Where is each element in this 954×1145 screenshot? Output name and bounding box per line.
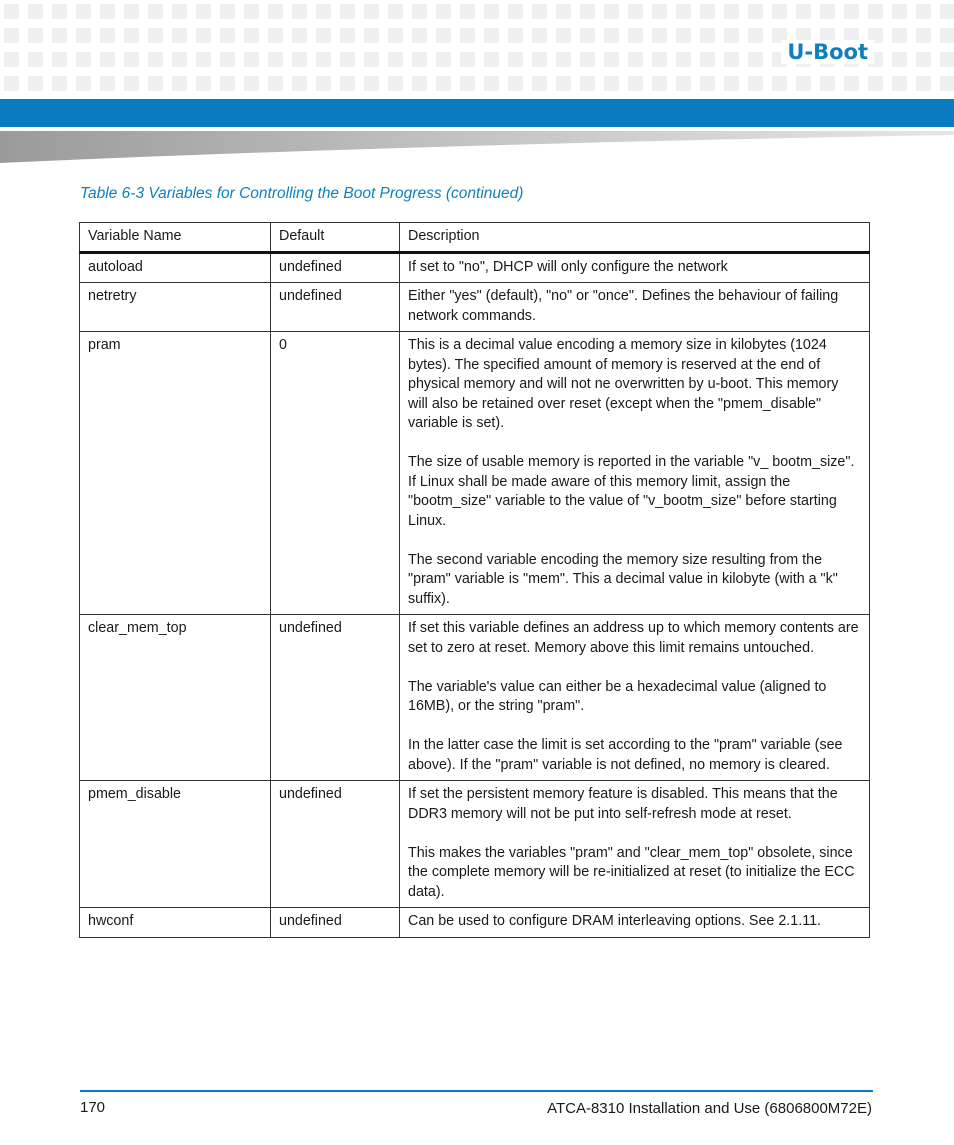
description-paragraph: Either "yes" (default), "no" or "once". Defines the behaviour of failing network commands. [408, 288, 839, 324]
header-tile [532, 28, 547, 43]
description-paragraph: Can be used to configure DRAM interleaving options. See 2.1.11. [408, 913, 822, 929]
header-tile [604, 52, 619, 67]
header-tile [916, 4, 931, 19]
description-cell [400, 283, 870, 332]
header-tile [52, 4, 67, 19]
description-cell [400, 615, 870, 781]
header-tile [580, 4, 595, 19]
header-tile [868, 76, 883, 91]
header-tile [100, 28, 115, 43]
header-tile [892, 76, 907, 91]
header-tile [388, 4, 403, 19]
header-tile [148, 76, 163, 91]
header-tile [748, 76, 763, 91]
table-row [80, 615, 870, 781]
description-paragraph: In the latter case the limit is set according to the "pram" variable (see above). If the "pram" variable is not defined, no memory is cleared. [408, 737, 843, 773]
header-tile [460, 52, 475, 67]
header-tile [196, 76, 211, 91]
header-tile [508, 28, 523, 43]
header-tile [724, 52, 739, 67]
header-tile [460, 4, 475, 19]
header-tile [748, 52, 763, 67]
header-tile [124, 4, 139, 19]
header-tile [820, 76, 835, 91]
header-tile [580, 28, 595, 43]
header-tile [412, 4, 427, 19]
header-tile [460, 28, 475, 43]
table-row [80, 332, 870, 615]
header-tile [772, 76, 787, 91]
page-number: 170 [80, 1099, 106, 1116]
header-tile [556, 28, 571, 43]
header-tile [148, 28, 163, 43]
header-tile [172, 4, 187, 19]
header-tile [196, 52, 211, 67]
header-tile [364, 76, 379, 91]
column-header-description: Description [400, 223, 870, 253]
description-cell [400, 781, 870, 908]
header-tile [76, 52, 91, 67]
header-tile [196, 28, 211, 43]
variable-name-cell: clear_mem_top [80, 615, 271, 781]
header-tile [388, 28, 403, 43]
header-tile [316, 4, 331, 19]
header-tile [484, 76, 499, 91]
header-tile [4, 28, 19, 43]
header-tile [676, 4, 691, 19]
header-tile [244, 52, 259, 67]
header-tile [76, 4, 91, 19]
description-paragraph: If set the persistent memory feature is disabled. This means that the DDR3 memory will not be put into self-refresh mode at reset. [408, 786, 838, 822]
header-tile [700, 52, 715, 67]
header-tile [100, 76, 115, 91]
table-row [80, 908, 870, 938]
header-tile [4, 4, 19, 19]
variable-name-cell: pmem_disable [80, 781, 271, 908]
header-tile [796, 76, 811, 91]
header-tile [532, 4, 547, 19]
header-tile [628, 28, 643, 43]
page-title: U-Boot [781, 40, 874, 64]
header-tile [172, 76, 187, 91]
description-cell [400, 908, 870, 938]
header-tile [604, 4, 619, 19]
header-tile [292, 76, 307, 91]
header-tile [268, 4, 283, 19]
table-caption: Table 6-3 Variables for Controlling the Boot Progress (continued) [80, 185, 524, 202]
header-tile [172, 28, 187, 43]
default-cell: undefined [271, 908, 400, 938]
header-tile [652, 52, 667, 67]
header-tile [532, 52, 547, 67]
header-tile [868, 4, 883, 19]
header-tile [388, 52, 403, 67]
header-tile [916, 52, 931, 67]
header-tile [76, 76, 91, 91]
default-cell: undefined [271, 615, 400, 781]
header-tile [820, 4, 835, 19]
header-tile [196, 4, 211, 19]
variable-name-cell: autoload [80, 252, 271, 283]
header-tile [244, 76, 259, 91]
header-tile [844, 76, 859, 91]
header-tile [244, 4, 259, 19]
header-tile [580, 76, 595, 91]
header-tile [316, 28, 331, 43]
header-tile [148, 4, 163, 19]
description-paragraph: If set to "no", DHCP will only configure the network [408, 258, 728, 275]
variable-name-cell: hwconf [80, 908, 271, 938]
document-title: ATCA-8310 Installation and Use (6806800M72E) [547, 1100, 872, 1117]
header-tile [844, 4, 859, 19]
header-blue-bar [0, 99, 954, 127]
header-tile [436, 52, 451, 67]
footer-divider [80, 1090, 873, 1092]
description-paragraph: The size of usable memory is reported in the variable "v_ bootm_size". If Linux shall be made aware of this memory limit, assign the "bootm_size" variable to the value of "v_bootm_size" before starting Linux. [408, 454, 855, 529]
description-paragraph: If set this variable defines an address up to which memory contents are set to zero at reset. Memory above this limit remains untouched. [408, 620, 859, 656]
header-tile [412, 52, 427, 67]
description-paragraph: This makes the variables "pram" and "clear_mem_top" obsolete, since the complete memory will be re-initialized at reset (to initialize the ECC data). [408, 844, 855, 900]
header-tile [340, 4, 355, 19]
header-tile [220, 76, 235, 91]
header-tile [652, 4, 667, 19]
header-tile [340, 28, 355, 43]
header-tile [484, 28, 499, 43]
header-tile [268, 28, 283, 43]
header-tile [748, 28, 763, 43]
header-tile [892, 4, 907, 19]
header-tile [340, 52, 355, 67]
header-tile [916, 76, 931, 91]
header-tile [4, 52, 19, 67]
header-tile [148, 52, 163, 67]
header-tile [364, 28, 379, 43]
header-tile [268, 76, 283, 91]
variables-table [79, 222, 870, 938]
header-tile [604, 76, 619, 91]
header-tile [316, 52, 331, 67]
header-tile [28, 4, 43, 19]
description-paragraph: The variable's value can either be a hexadecimal value (aligned to 16MB), or the string "pram". [408, 678, 827, 714]
header-tile [724, 76, 739, 91]
header-tile [412, 28, 427, 43]
header-tile [628, 4, 643, 19]
variable-name-cell: pram [80, 332, 271, 615]
header-tile [124, 28, 139, 43]
header-tile [268, 52, 283, 67]
header-tile [244, 28, 259, 43]
header-tile [292, 28, 307, 43]
header-tile [700, 28, 715, 43]
header-tile [484, 52, 499, 67]
description-paragraph: This is a decimal value encoding a memory size in kilobytes (1024 bytes). The specified amount of memory is reserved at the end of physical memory and will not ne overwritten by u-boot. This memory will also be retained over reset (except when the "pmem_disable" variable is set). [408, 337, 839, 431]
header-tile [940, 4, 954, 19]
header-tile [4, 76, 19, 91]
header-tile [124, 52, 139, 67]
header-tile [316, 76, 331, 91]
header-tile [364, 4, 379, 19]
header-tile [652, 76, 667, 91]
header-tile [76, 28, 91, 43]
header-tile [508, 4, 523, 19]
header-tile [484, 4, 499, 19]
header-tile [628, 76, 643, 91]
header-tile [436, 4, 451, 19]
header-tile [124, 76, 139, 91]
header-tile [436, 28, 451, 43]
header-tile [388, 76, 403, 91]
header-grey-swoosh [0, 131, 954, 163]
header-tile [292, 52, 307, 67]
header-tile [220, 4, 235, 19]
header-tile [220, 52, 235, 67]
description-cell [400, 252, 870, 283]
header-tile [724, 28, 739, 43]
column-header-default: Default [271, 223, 400, 253]
header-tile [436, 76, 451, 91]
header-tile [580, 52, 595, 67]
header-tile [460, 76, 475, 91]
header-tile [628, 52, 643, 67]
default-cell: undefined [271, 252, 400, 283]
header-tile [916, 28, 931, 43]
description-cell [400, 332, 870, 615]
header-tile [772, 4, 787, 19]
table-header-row [80, 223, 870, 253]
header-tile [556, 76, 571, 91]
default-cell: 0 [271, 332, 400, 615]
header-tile [52, 52, 67, 67]
table-row [80, 781, 870, 908]
header-tile [556, 52, 571, 67]
header-tile [28, 76, 43, 91]
header-tile [340, 76, 355, 91]
header-tile [940, 52, 954, 67]
header-tile [700, 4, 715, 19]
header-tile [700, 76, 715, 91]
table-row [80, 283, 870, 332]
header-tile [892, 28, 907, 43]
table-row [80, 252, 870, 283]
header-tile [676, 76, 691, 91]
default-cell: undefined [271, 781, 400, 908]
header-tile [676, 52, 691, 67]
description-paragraph: The second variable encoding the memory size resulting from the "pram" variable is "mem". This a decimal value in kilobyte (with a "k" suffix). [408, 551, 838, 607]
header-tile [220, 28, 235, 43]
header-tile [604, 28, 619, 43]
header-tile [940, 76, 954, 91]
header-tile [676, 28, 691, 43]
header-tile [412, 76, 427, 91]
header-tile [508, 76, 523, 91]
header-tile [892, 52, 907, 67]
header-tile [940, 28, 954, 43]
header-tile [28, 28, 43, 43]
header-tile [292, 4, 307, 19]
header-tile [364, 52, 379, 67]
default-cell: undefined [271, 283, 400, 332]
header-tile [100, 4, 115, 19]
header-tile [796, 4, 811, 19]
column-header-variable-name: Variable Name [80, 223, 271, 253]
header-tile [532, 76, 547, 91]
header-tile [52, 28, 67, 43]
header-tile [28, 52, 43, 67]
header-tile [748, 4, 763, 19]
header-tile [652, 28, 667, 43]
variable-name-cell: netretry [80, 283, 271, 332]
header-tile [172, 52, 187, 67]
header-tile [100, 52, 115, 67]
header-tile [508, 52, 523, 67]
header-tile [52, 76, 67, 91]
header-tile [724, 4, 739, 19]
header-tile [556, 4, 571, 19]
